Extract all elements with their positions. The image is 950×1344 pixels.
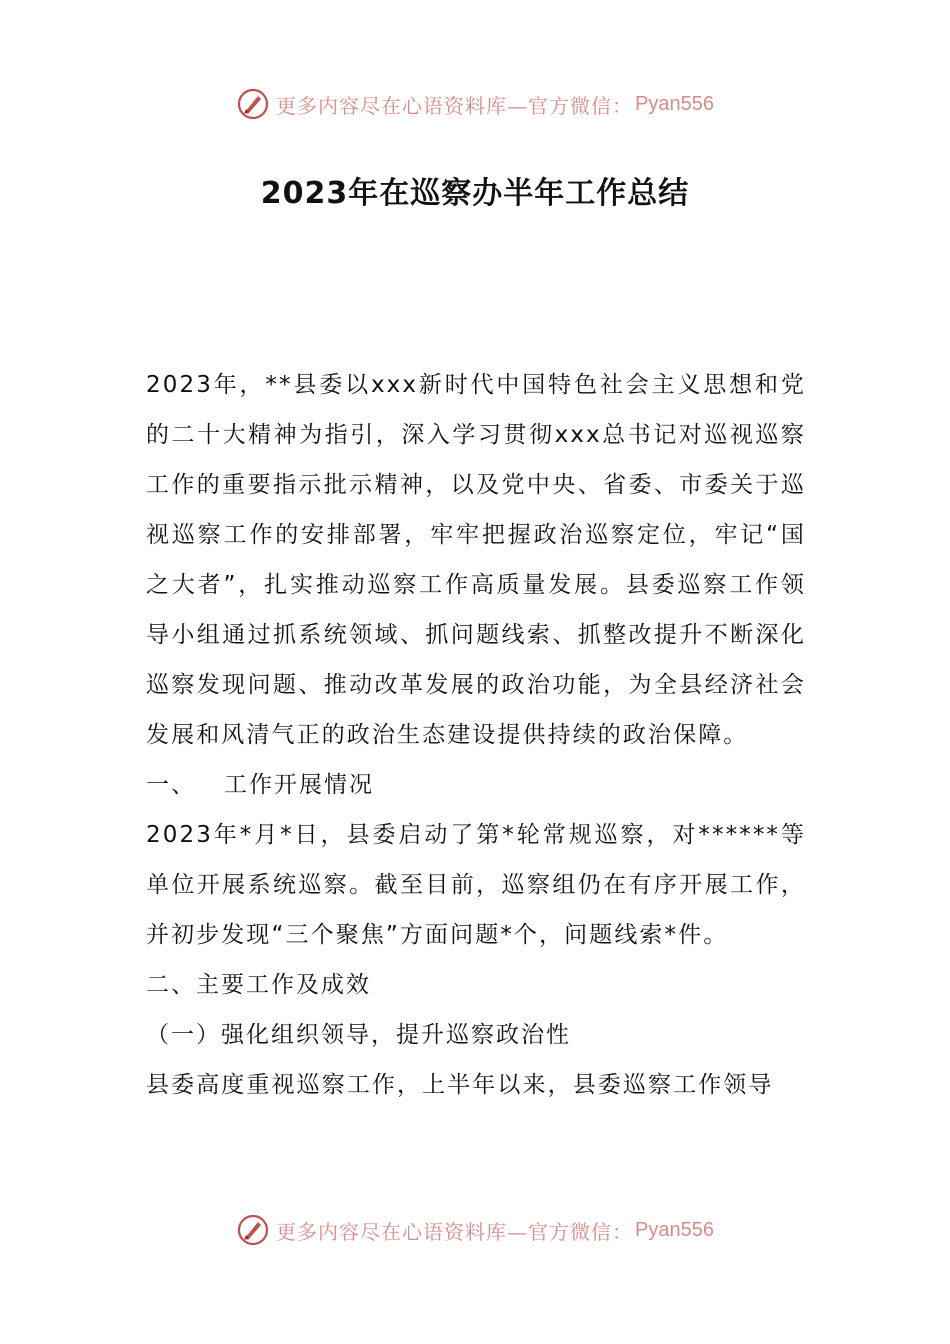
pen-logo-icon (236, 1213, 270, 1247)
watermark-contact: Pyan556 (635, 1218, 714, 1241)
section-heading-1-text: 工作开展情况 (224, 772, 374, 798)
document-body (146, 360, 806, 1110)
section-heading-1 (146, 760, 806, 810)
watermark-text: 更多内容尽在心语资料库—官方微信： (276, 1219, 634, 1244)
leadership-paragraph: 县委高度重视巡察工作，上半年以来，县委巡察工作领导 (146, 1072, 774, 1098)
intro-paragraph: 2023年，**县委以xxx新时代中国特色社会主义思想和党的二十大精神为指引，深入学习贯彻xxx总书记对巡视巡察工作的重要指示批示精神，以及党中央、省委、市委关于巡视巡察工作的安排部署，牢牢把握政治巡察定位，牢记“国之大者”，扎实推动巡察工作高质量发展。县委巡察工作领导小组通过抓系统领域、抓问题线索、抓整改提升不断深化巡察发现问题、推动改革发展的政治功能，为全县经济社会发展和风清气正的政治生态建设提供持续的政治保障。 (146, 372, 806, 748)
subsection-heading-1: （一）强化组织领导，提升巡察政治性 (146, 1022, 571, 1048)
document-title: 2023年在巡察办半年工作总结 (260, 176, 690, 211)
watermark-header (0, 84, 950, 124)
watermark-contact: Pyan556 (635, 92, 714, 115)
section-heading-1-number: 一、 (146, 772, 196, 798)
watermark-footer (0, 1210, 950, 1250)
watermark-text: 更多内容尽在心语资料库—官方微信： (276, 93, 634, 118)
work-status-paragraph: 2023年*月*日，县委启动了第*轮常规巡察，对******等单位开展系统巡察。截至目前，巡察组仍在有序开展工作，并初步发现“三个聚焦”方面问题*个，问题线索*件。 (146, 822, 806, 948)
section-heading-2: 二、主要工作及成效 (146, 972, 371, 998)
pen-logo-icon (236, 87, 270, 121)
